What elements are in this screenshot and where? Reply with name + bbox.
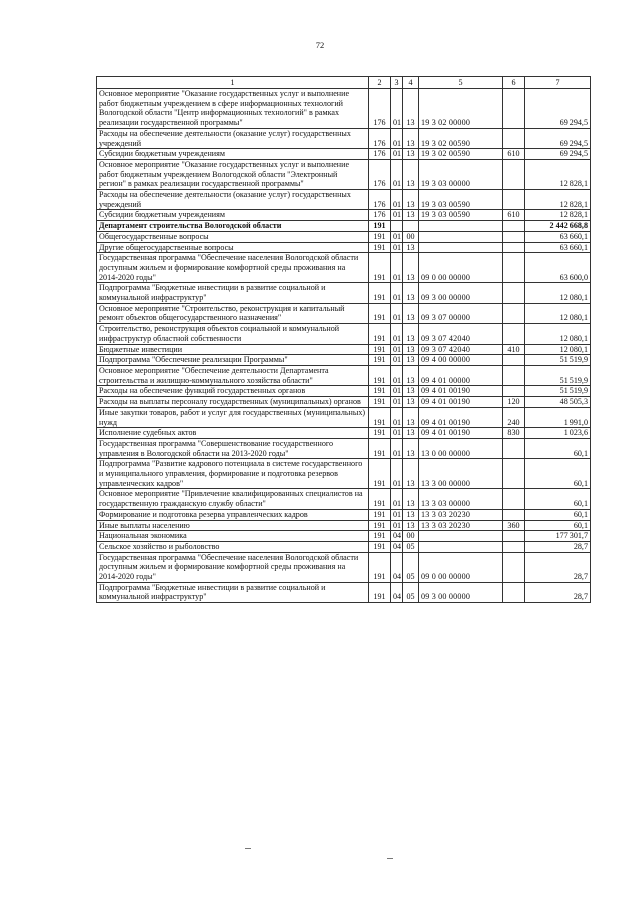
row-expense-type-cell <box>503 303 525 323</box>
row-subsection-cell: 13 <box>403 324 419 344</box>
scan-mark <box>387 858 393 859</box>
row-target-article-cell: 09 3 07 42040 <box>419 324 503 344</box>
row-target-article-cell: 19 3 02 00590 <box>419 149 503 160</box>
row-expense-type-cell: 410 <box>503 344 525 355</box>
row-subsection-cell: 13 <box>403 89 419 129</box>
row-name-cell: Государственная программа "Обеспечение населения Вологодской области доступным жильем и формирование комфортной среды проживания на 2014-2020 годы" <box>97 253 369 283</box>
row-grbs-cell: 191 <box>369 303 391 323</box>
row-expense-type-cell <box>503 128 525 148</box>
row-target-article-cell: 09 4 01 00190 <box>419 407 503 427</box>
row-amount-cell: 63 600,0 <box>525 253 591 283</box>
row-grbs-cell: 191 <box>369 531 391 542</box>
row-subsection-cell: 13 <box>403 159 419 189</box>
row-expense-type-cell <box>503 582 525 602</box>
row-target-article-cell: 13 3 03 20230 <box>419 520 503 531</box>
row-target-article-cell: 09 4 01 00000 <box>419 365 503 385</box>
table-row <box>97 149 591 160</box>
row-subsection-cell: 13 <box>403 438 419 458</box>
row-name-cell: Подпрограмма "Бюджетные инвестиции в развитие социальной и коммунальной инфраструктур" <box>97 283 369 303</box>
row-section-cell: 01 <box>391 459 403 489</box>
header-cell: 4 <box>403 77 419 89</box>
table-row <box>97 407 591 427</box>
row-target-article-cell: 13 3 00 00000 <box>419 459 503 489</box>
row-section-cell: 01 <box>391 489 403 509</box>
table-row <box>97 552 591 582</box>
row-amount-cell: 60,1 <box>525 489 591 509</box>
header-cell: 7 <box>525 77 591 89</box>
table-row <box>97 520 591 531</box>
row-section-cell: 01 <box>391 190 403 210</box>
row-subsection-cell: 05 <box>403 582 419 602</box>
row-target-article-cell: 09 3 00 00000 <box>419 283 503 303</box>
row-name-cell: Общегосударственные вопросы <box>97 231 369 242</box>
header-cell: 1 <box>97 77 369 89</box>
row-target-article-cell: 09 4 00 00000 <box>419 355 503 366</box>
row-amount-cell: 1 991,0 <box>525 407 591 427</box>
row-target-article-cell: 19 3 03 00590 <box>419 210 503 221</box>
table-row <box>97 509 591 520</box>
row-grbs-cell: 191 <box>369 355 391 366</box>
row-section-cell: 04 <box>391 552 403 582</box>
row-subsection-cell: 13 <box>403 397 419 408</box>
row-grbs-cell: 191 <box>369 459 391 489</box>
row-name-cell: Расходы на обеспечение деятельности (оказание услуг) государственных учреждений <box>97 128 369 148</box>
row-name-cell: Основное мероприятие "Привлечение квалифицированных специалистов на государственную гражданскую службу области" <box>97 489 369 509</box>
row-section-cell: 01 <box>391 128 403 148</box>
row-target-article-cell: 09 0 00 00000 <box>419 552 503 582</box>
row-section-cell: 01 <box>391 397 403 408</box>
row-amount-cell: 51 519,9 <box>525 365 591 385</box>
header-cell: 3 <box>391 77 403 89</box>
row-amount-cell: 69 294,5 <box>525 128 591 148</box>
row-section-cell: 01 <box>391 242 403 253</box>
row-grbs-cell: 191 <box>369 283 391 303</box>
row-amount-cell: 48 505,3 <box>525 397 591 408</box>
row-section-cell: 01 <box>391 253 403 283</box>
row-section-cell: 01 <box>391 283 403 303</box>
row-expense-type-cell <box>503 365 525 385</box>
table-row <box>97 531 591 542</box>
row-target-article-cell <box>419 221 503 232</box>
row-target-article-cell: 19 3 02 00590 <box>419 128 503 148</box>
table-header-row <box>97 77 591 89</box>
row-name-cell: Бюджетные инвестиции <box>97 344 369 355</box>
row-grbs-cell: 191 <box>369 407 391 427</box>
table-row <box>97 210 591 221</box>
row-name-cell: Подпрограмма "Развитие кадрового потенциала в системе государственного и муниципального управления, формирование и подготовка резервов управленческих кадров" <box>97 459 369 489</box>
row-subsection-cell: 13 <box>403 355 419 366</box>
row-section-cell: 01 <box>391 428 403 439</box>
row-section-cell: 01 <box>391 520 403 531</box>
row-amount-cell: 60,1 <box>525 520 591 531</box>
row-expense-type-cell <box>503 231 525 242</box>
row-name-cell: Другие общегосударственные вопросы <box>97 242 369 253</box>
row-section-cell: 01 <box>391 344 403 355</box>
row-section-cell: 01 <box>391 407 403 427</box>
row-expense-type-cell <box>503 459 525 489</box>
row-subsection-cell: 13 <box>403 128 419 148</box>
table-row <box>97 397 591 408</box>
row-expense-type-cell <box>503 438 525 458</box>
row-expense-type-cell <box>503 509 525 520</box>
table-row <box>97 283 591 303</box>
row-grbs-cell: 191 <box>369 231 391 242</box>
row-grbs-cell: 176 <box>369 149 391 160</box>
row-expense-type-cell <box>503 242 525 253</box>
row-name-cell: Иные закупки товаров, работ и услуг для государственных (муниципальных) нужд <box>97 407 369 427</box>
row-name-cell: Основное мероприятие "Обеспечение деятельности Департамента строительства и жилищно-коммунального хозяйства области" <box>97 365 369 385</box>
row-amount-cell: 60,1 <box>525 459 591 489</box>
row-section-cell <box>391 221 403 232</box>
row-target-article-cell: 09 4 01 00190 <box>419 428 503 439</box>
row-name-cell: Государственная программа "Обеспечение населения Вологодской области доступным жильем и формирование комфортной среды проживания на 2014-2020 годы" <box>97 552 369 582</box>
row-amount-cell: 69 294,5 <box>525 149 591 160</box>
row-name-cell: Сельское хозяйство и рыболовство <box>97 541 369 552</box>
row-target-article-cell: 13 0 00 00000 <box>419 438 503 458</box>
row-target-article-cell <box>419 531 503 542</box>
row-grbs-cell: 191 <box>369 552 391 582</box>
row-section-cell: 01 <box>391 324 403 344</box>
row-grbs-cell: 176 <box>369 128 391 148</box>
row-subsection-cell: 13 <box>403 459 419 489</box>
row-subsection-cell: 13 <box>403 210 419 221</box>
row-section-cell: 04 <box>391 531 403 542</box>
row-subsection-cell: 00 <box>403 231 419 242</box>
row-name-cell: Формирование и подготовка резерва управленческих кадров <box>97 509 369 520</box>
row-expense-type-cell <box>503 489 525 509</box>
row-section-cell: 01 <box>391 386 403 397</box>
row-amount-cell: 28,7 <box>525 541 591 552</box>
row-section-cell: 01 <box>391 149 403 160</box>
row-grbs-cell: 191 <box>369 438 391 458</box>
row-target-article-cell: 09 4 01 00190 <box>419 386 503 397</box>
row-grbs-cell: 191 <box>369 324 391 344</box>
row-target-article-cell <box>419 242 503 253</box>
row-expense-type-cell <box>503 190 525 210</box>
row-section-cell: 01 <box>391 509 403 520</box>
row-name-cell: Подпрограмма "Обеспечение реализации Программы" <box>97 355 369 366</box>
row-target-article-cell: 19 3 03 00590 <box>419 190 503 210</box>
row-target-article-cell <box>419 541 503 552</box>
row-amount-cell: 12 828,1 <box>525 159 591 189</box>
row-target-article-cell: 09 0 00 00000 <box>419 253 503 283</box>
row-grbs-cell: 191 <box>369 365 391 385</box>
row-grbs-cell: 191 <box>369 509 391 520</box>
table-body <box>97 89 591 603</box>
table-row <box>97 541 591 552</box>
row-subsection-cell <box>403 221 419 232</box>
row-expense-type-cell <box>503 552 525 582</box>
row-amount-cell: 12 080,1 <box>525 344 591 355</box>
row-target-article-cell: 09 3 07 42040 <box>419 344 503 355</box>
table-row <box>97 582 591 602</box>
table-row <box>97 386 591 397</box>
budget-table <box>96 76 591 603</box>
row-subsection-cell: 13 <box>403 190 419 210</box>
table-row <box>97 324 591 344</box>
row-name-cell: Субсидии бюджетным учреждениям <box>97 149 369 160</box>
row-amount-cell: 12 828,1 <box>525 190 591 210</box>
row-name-cell: Департамент строительства Вологодской области <box>97 221 369 232</box>
row-expense-type-cell <box>503 386 525 397</box>
row-subsection-cell: 13 <box>403 303 419 323</box>
row-amount-cell: 12 080,1 <box>525 283 591 303</box>
row-amount-cell: 177 301,7 <box>525 531 591 542</box>
row-name-cell: Основное мероприятие "Оказание государственных услуг и выполнение работ бюджетным учреждением в сфере информационных технологий Вологодской области "Центр информационных технологий" в рамках реализации государственной программы" <box>97 89 369 129</box>
row-expense-type-cell: 240 <box>503 407 525 427</box>
row-amount-cell: 2 442 668,8 <box>525 221 591 232</box>
row-amount-cell: 28,7 <box>525 552 591 582</box>
row-grbs-cell: 176 <box>369 190 391 210</box>
row-amount-cell: 63 660,1 <box>525 231 591 242</box>
row-expense-type-cell: 830 <box>503 428 525 439</box>
row-subsection-cell: 13 <box>403 509 419 520</box>
row-subsection-cell: 05 <box>403 552 419 582</box>
row-expense-type-cell <box>503 253 525 283</box>
row-expense-type-cell <box>503 324 525 344</box>
table-row <box>97 231 591 242</box>
row-name-cell: Иные выплаты населению <box>97 520 369 531</box>
row-amount-cell: 63 660,1 <box>525 242 591 253</box>
row-grbs-cell: 191 <box>369 541 391 552</box>
row-name-cell: Строительство, реконструкция объектов социальной и коммунальной инфраструктур областной собственности <box>97 324 369 344</box>
row-subsection-cell: 13 <box>403 365 419 385</box>
row-name-cell: Подпрограмма "Бюджетные инвестиции в развитие социальной и коммунальной инфраструктур" <box>97 582 369 602</box>
row-amount-cell: 12 080,1 <box>525 303 591 323</box>
row-section-cell: 04 <box>391 582 403 602</box>
row-name-cell: Расходы на выплаты персоналу государственных (муниципальных) органов <box>97 397 369 408</box>
row-amount-cell: 51 519,9 <box>525 386 591 397</box>
row-section-cell: 01 <box>391 355 403 366</box>
row-name-cell: Государственная программа "Совершенствование государственного управления в Вологодской области на 2013-2020 годы" <box>97 438 369 458</box>
scan-mark <box>245 848 251 849</box>
row-target-article-cell <box>419 231 503 242</box>
row-name-cell: Основное мероприятие "Оказание государственных услуг и выполнение работ бюджетным учреждением Вологодской области "Электронный регион" в рамках реализации государственной программы" <box>97 159 369 189</box>
table-row <box>97 428 591 439</box>
row-subsection-cell: 13 <box>403 428 419 439</box>
row-target-article-cell: 13 3 03 20230 <box>419 509 503 520</box>
row-grbs-cell: 191 <box>369 582 391 602</box>
row-section-cell: 01 <box>391 365 403 385</box>
header-cell: 6 <box>503 77 525 89</box>
table-row <box>97 159 591 189</box>
table-row <box>97 221 591 232</box>
row-expense-type-cell <box>503 89 525 129</box>
table-row <box>97 190 591 210</box>
row-amount-cell: 12 828,1 <box>525 210 591 221</box>
table-row <box>97 253 591 283</box>
table-row <box>97 438 591 458</box>
row-amount-cell: 1 023,6 <box>525 428 591 439</box>
table-row <box>97 242 591 253</box>
row-subsection-cell: 13 <box>403 386 419 397</box>
row-expense-type-cell <box>503 541 525 552</box>
row-target-article-cell: 19 3 02 00000 <box>419 89 503 129</box>
row-subsection-cell: 05 <box>403 541 419 552</box>
row-grbs-cell: 191 <box>369 397 391 408</box>
row-amount-cell: 51 519,9 <box>525 355 591 366</box>
row-section-cell: 01 <box>391 438 403 458</box>
row-grbs-cell: 191 <box>369 489 391 509</box>
row-expense-type-cell <box>503 159 525 189</box>
row-subsection-cell: 13 <box>403 149 419 160</box>
row-expense-type-cell <box>503 355 525 366</box>
row-subsection-cell: 13 <box>403 344 419 355</box>
row-name-cell: Расходы на обеспечение деятельности (оказание услуг) государственных учреждений <box>97 190 369 210</box>
row-subsection-cell: 13 <box>403 283 419 303</box>
row-target-article-cell: 09 3 07 00000 <box>419 303 503 323</box>
row-section-cell: 01 <box>391 89 403 129</box>
table-row <box>97 89 591 129</box>
table-row <box>97 365 591 385</box>
row-section-cell: 04 <box>391 541 403 552</box>
row-amount-cell: 28,7 <box>525 582 591 602</box>
row-subsection-cell: 13 <box>403 242 419 253</box>
row-grbs-cell: 191 <box>369 386 391 397</box>
row-expense-type-cell: 120 <box>503 397 525 408</box>
row-grbs-cell: 191 <box>369 344 391 355</box>
row-target-article-cell: 13 3 03 00000 <box>419 489 503 509</box>
row-subsection-cell: 13 <box>403 489 419 509</box>
row-name-cell: Основное мероприятие "Строительство, реконструкция и капитальный ремонт объектов общегосударственного назначения" <box>97 303 369 323</box>
row-grbs-cell: 191 <box>369 428 391 439</box>
row-expense-type-cell <box>503 531 525 542</box>
row-grbs-cell: 191 <box>369 221 391 232</box>
table-row <box>97 128 591 148</box>
row-grbs-cell: 191 <box>369 242 391 253</box>
row-name-cell: Субсидии бюджетным учреждениям <box>97 210 369 221</box>
row-name-cell: Исполнение судебных актов <box>97 428 369 439</box>
row-grbs-cell: 191 <box>369 253 391 283</box>
row-expense-type-cell <box>503 221 525 232</box>
row-subsection-cell: 13 <box>403 520 419 531</box>
row-section-cell: 01 <box>391 210 403 221</box>
row-expense-type-cell: 360 <box>503 520 525 531</box>
row-amount-cell: 69 294,5 <box>525 89 591 129</box>
row-expense-type-cell <box>503 283 525 303</box>
row-subsection-cell: 13 <box>403 253 419 283</box>
row-grbs-cell: 176 <box>369 159 391 189</box>
row-amount-cell: 60,1 <box>525 509 591 520</box>
page-number: 72 <box>315 40 325 50</box>
row-subsection-cell: 13 <box>403 407 419 427</box>
row-section-cell: 01 <box>391 303 403 323</box>
table-row <box>97 489 591 509</box>
row-expense-type-cell: 610 <box>503 149 525 160</box>
header-cell: 5 <box>419 77 503 89</box>
row-target-article-cell: 09 4 01 00190 <box>419 397 503 408</box>
row-amount-cell: 60,1 <box>525 438 591 458</box>
header-cell: 2 <box>369 77 391 89</box>
row-section-cell: 01 <box>391 231 403 242</box>
table-row <box>97 459 591 489</box>
row-target-article-cell: 09 3 00 00000 <box>419 582 503 602</box>
row-amount-cell: 12 080,1 <box>525 324 591 344</box>
row-grbs-cell: 176 <box>369 210 391 221</box>
row-section-cell: 01 <box>391 159 403 189</box>
row-subsection-cell: 00 <box>403 531 419 542</box>
table-row <box>97 303 591 323</box>
table-row <box>97 344 591 355</box>
row-name-cell: Национальная экономика <box>97 531 369 542</box>
row-target-article-cell: 19 3 03 00000 <box>419 159 503 189</box>
row-expense-type-cell: 610 <box>503 210 525 221</box>
table-row <box>97 355 591 366</box>
row-name-cell: Расходы на обеспечение функций государственных органов <box>97 386 369 397</box>
row-grbs-cell: 176 <box>369 89 391 129</box>
row-grbs-cell: 191 <box>369 520 391 531</box>
